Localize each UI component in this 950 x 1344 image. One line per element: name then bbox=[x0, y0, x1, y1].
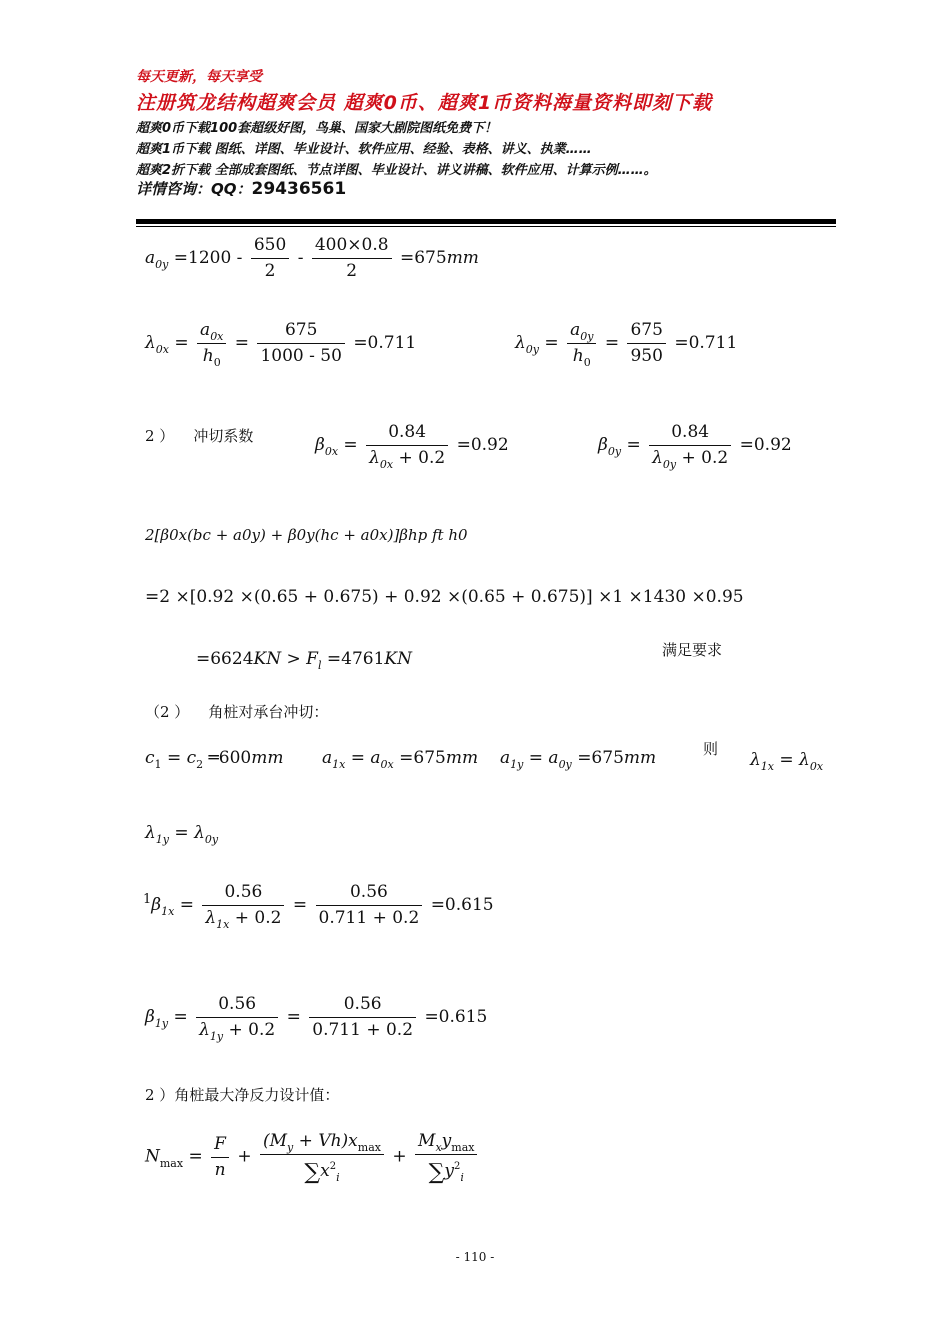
section-2-heading: （2 ） 角桩对承台冲切： bbox=[145, 703, 329, 721]
eq-a0y: $a_{0y} =1200$ - $\frac{650}{2}$ - $\frac{400\times 0.8}{2}$ =675mm bbox=[145, 235, 479, 281]
eq-beta-0x: $\beta_{0x}$ = $\frac{0.84}{\lambda_{0x} + 0.2}$ =0.92 bbox=[315, 422, 509, 471]
eq-a1y: $a_{1y} = a_{0y} =675mm$ bbox=[500, 748, 657, 771]
eq-nmax: $N_{max}$ = $\frac{F}{n}$ + $\frac{(M_y + Vh)x_{max}}{\sum x^2_i}$ + $\frac{M_xy_{max}}{\sum y^2_i}$ bbox=[145, 1133, 480, 1181]
item-2-max-reaction: 2 ）角桩最大净反力设计值： bbox=[145, 1086, 340, 1104]
header-rule-thin bbox=[136, 226, 836, 227]
eq-result: $=6624KN > F_l =4761KN$ bbox=[196, 649, 412, 672]
header-line-1: 每天更新，每天享受 bbox=[136, 69, 262, 85]
header-line-4: 超爽1币下载 图纸、详图、毕业设计、软件应用、经验、表格、讲义、执業…… bbox=[136, 142, 592, 157]
eq-lambda-1x: $\lambda_{1x} = \lambda_{0x}$ bbox=[750, 750, 824, 773]
eq-beta-1y: $\beta_{1y}$ = $\frac{0.56}{\lambda_{1y} + 0.2}$ = $\frac{0.56}{0.711 + 0.2}$ =0.615 bbox=[145, 994, 488, 1043]
eq-beta-1x: $^1\beta_{1x}$ = $\frac{0.56}{\lambda_{1x} + 0.2}$ = $\frac{0.56}{0.711 + 0.2}$ =0.615 bbox=[143, 882, 494, 931]
eq-general: 2[β0x(bc + a0y) + β0y(hc + a0x)]βhp ft h0 bbox=[145, 526, 468, 544]
eq-beta-0y: $\beta_{0y}$ = $\frac{0.84}{\lambda_{0y} + 0.2}$ =0.92 bbox=[598, 422, 792, 471]
qq-number: 29436561 bbox=[251, 179, 347, 199]
header-rule-thick bbox=[136, 219, 836, 224]
header-line-3: 超爽0币下载100套超级好图，鸟巢、国家大剧院图纸免费下！ bbox=[136, 121, 498, 136]
eq-a1x: $a_{1x} = a_{0x} =675mm$ bbox=[322, 748, 479, 771]
then-label: 则 bbox=[703, 740, 719, 758]
contact-label: 详情咨询：QQ： bbox=[136, 180, 252, 198]
eq-substitution: =2 ×[0.92 ×(0.65 + 0.675) + 0.92 ×(0.65 + 0.675)] ×1 ×1430 ×0.95 bbox=[145, 587, 744, 607]
eq-c1-c2: $c_1 = c_2$ ═600mm bbox=[145, 748, 284, 771]
page-number: - 110 - bbox=[455, 1250, 495, 1264]
eq-lambda-0x: $\lambda_{0x}$ = $\frac{a_{0x}}{h_0}$ = $\frac{675}{1000 - 50}$ =0.711 bbox=[145, 320, 417, 369]
header-line-2: 注册筑龙结构超爽会员 超爽0币、超爽1币资料海量资料即刻下载 bbox=[136, 92, 713, 114]
header-line-6 bbox=[136, 178, 346, 199]
satisfied-note: 满足要求 bbox=[662, 641, 723, 659]
item-2-label: 2 ） 冲切系数 bbox=[145, 427, 254, 445]
eq-lambda-0y: $\lambda_{0y}$ = $\frac{a_{0y}}{h_0}$ = $\frac{675}{950}$ =0.711 bbox=[515, 320, 738, 369]
eq-lambda-1y: $\lambda_{1y} = \lambda_{0y}$ bbox=[145, 823, 219, 846]
header-line-5: 超爽2折下载 全部成套图纸、节点详图、毕业设计、讲义讲稿、软件应用、计算示例……。 bbox=[136, 163, 657, 178]
